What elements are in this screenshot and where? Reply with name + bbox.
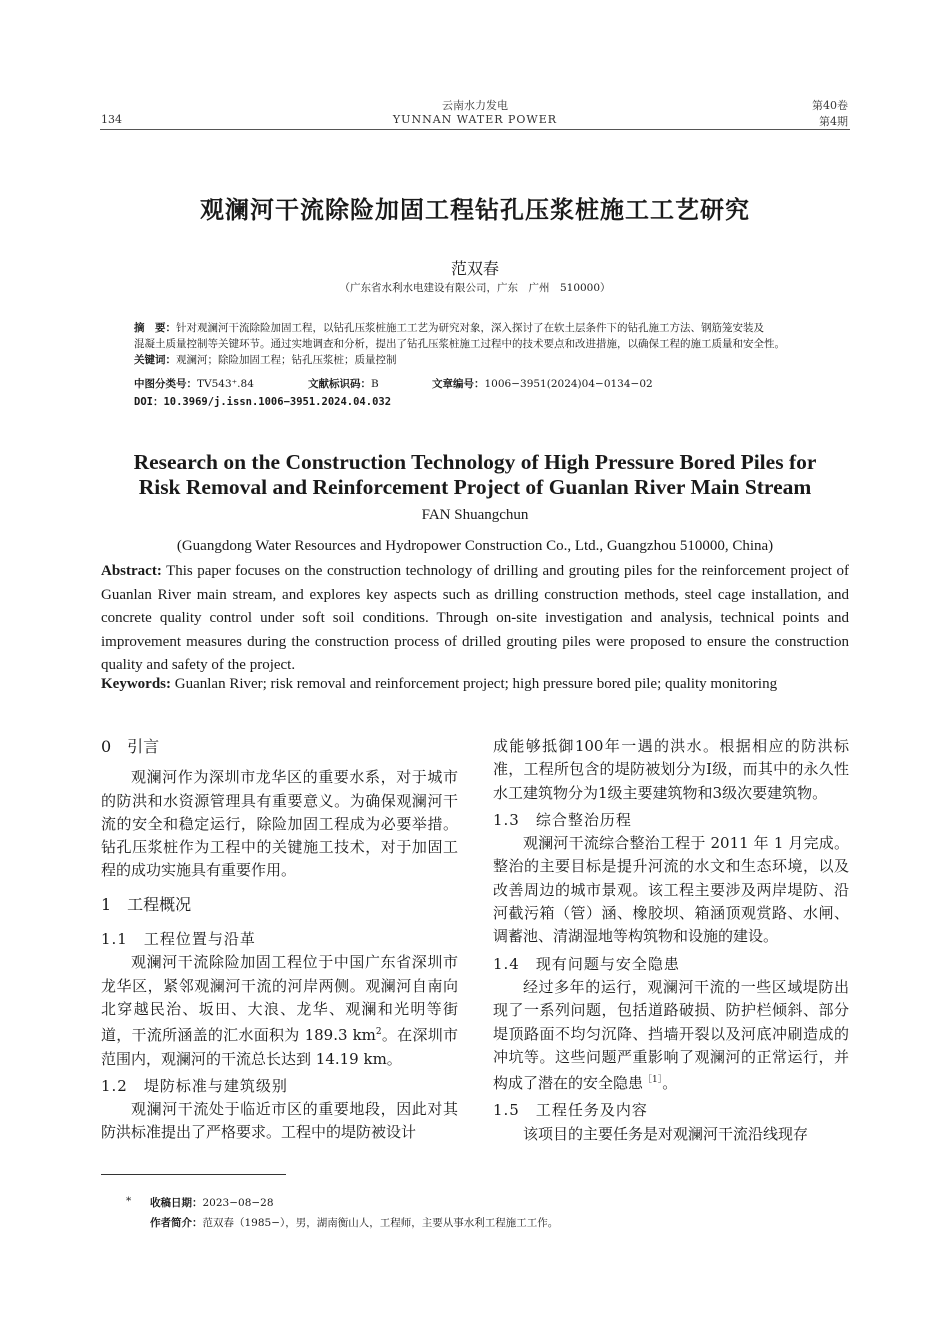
clc-label: 中图分类号： [134, 378, 197, 390]
abstract-cn-line2: 混凝土质量控制等关键环节。通过实地调查和分析，提出了钻孔压浆桩施工过程中的技术要点和改进措施，以确保工程的施工质量和安全性。 [134, 338, 785, 350]
section-1-2-heading: 1.2 堤防标准与建筑级别 [101, 1076, 288, 1095]
keywords-en [101, 676, 861, 693]
abstract-en [101, 560, 849, 678]
citation-ref: ［1］ [643, 1075, 663, 1086]
body-left-column [101, 735, 458, 1145]
footnote-author-bio [150, 1215, 558, 1230]
abstract-cn [134, 320, 824, 368]
header-rule [100, 129, 850, 130]
footnote-marker: * [126, 1195, 132, 1207]
section-1-4-text: 经过多年的运行，观澜河干流的一些区域堤防出现了一系列问题，包括道路破损、防护栏倾斜、部分堤顶路面不均匀沉降、挡墙开裂以及河底冲刷造成的冲坑等。这些问题严重影响了观澜河的正常运行，并构成了潜在的安全隐患 [493, 977, 849, 1093]
affiliation-en: (Guangdong Water Resources and Hydropower Construction Co., Ltd., Guangzhou 510000, China) [176, 538, 774, 554]
section-1-heading: 1 工程概况 [101, 894, 192, 914]
section-1-2-paragraph-cont: 成能够抵御100年一遇的洪水。根据相应的防洪标准，工程所包含的堤防被划分为Ⅰ级，而其中的永久性水工建筑物分为1级主要建筑物和3级次要建筑物。 [493, 737, 849, 802]
article-number [432, 376, 653, 391]
section-1-2-paragraph: 观澜河干流处于临近市区的重要地段，因此对其防洪标准提出了严格要求。工程中的堤防被设计 [101, 1100, 458, 1142]
section-1-4-paragraph [493, 976, 849, 1095]
title-en [60, 450, 890, 500]
issue: 第4期 [819, 115, 848, 128]
footnote-received [150, 1195, 274, 1210]
section-1-5-paragraph: 该项目的主要任务是对观澜河干流沿线现存 [523, 1124, 809, 1143]
section-0-paragraph: 观澜河作为深圳市龙华区的重要水系，对于城市的防洪和水资源管理具有重要意义。为确保观澜河干流的安全和稳定运行，除险加固工程成为必要举措。钻孔压浆桩作为工程中的关键施工技术，对于加固工程的成功实施具有重要作用。 [101, 768, 458, 880]
keywords-cn: 观澜河；除险加固工程；钻孔压浆桩；质量控制 [176, 354, 397, 366]
journal-name-en: YUNNAN WATER POWER [392, 113, 558, 126]
author-cn: 范双春 [450, 259, 499, 278]
bio-label: 作者简介： [150, 1217, 203, 1229]
title-en-line2: Risk Removal and Reinforcement Project of Guanlan River Main Stream [138, 475, 812, 499]
keywords-cn-label: 关键词： [134, 354, 176, 366]
section-1-4-text-end: 。 [662, 1074, 678, 1093]
section-1-1-text-end: 。在深圳市范围内，观澜河的干流总长达到 14.19 km。 [101, 1026, 458, 1068]
title-en-line1: Research on the Construction Technology of High Pressure Bored Piles for [133, 450, 817, 474]
section-1-3-paragraph: 观澜河干流综合整治工程于 2011 年 1 月完成。整治的主要目标是提升河流的水文和生态环境，以及改善周边的城市景观。该工程主要涉及两岸堤防、沿河截污箱（管）涵、橡胶坝、箱涵顶观赏路、水闸、调蓄池、清湖湿地等构筑物和设施的建设。 [493, 834, 849, 946]
volume: 第40卷 [812, 99, 848, 112]
keywords-en-label: Keywords: [101, 676, 171, 692]
abstract-en-text: This paper focuses on the construction technology of drilling and grouting piles for the reinforcement project of Guanlan River main stream, and explores key aspects such as drilling construction methods, steel cage installation, and concrete quality control under soft soil conditions. Through on-site investigation and analysis, technical points and improvement measures during the construction process of drilled grouting piles were proposed to ensure the construction quality and safety of the project. [101, 563, 849, 673]
article-number-label: 文章编号： [432, 378, 485, 390]
received-label: 收稿日期： [150, 1197, 203, 1209]
section-0-heading: 0 引言 [101, 737, 160, 756]
doi-label: DOI： [134, 396, 164, 408]
abstract-en-label: Abstract: [101, 563, 162, 579]
section-1-5-heading: 1.5 工程任务及内容 [493, 1101, 648, 1120]
section-1-1-heading: 1.1 工程位置与沿革 [101, 930, 256, 949]
affiliation-cn: （广东省水利水电建设有限公司，广东 广州 510000） [339, 282, 611, 294]
article-number-value: 1006−3951(2024)04−0134−02 [484, 378, 653, 390]
section-1-4-heading: 1.4 现有问题与安全隐患 [493, 954, 680, 973]
abstract-cn-label: 摘 要： [134, 322, 176, 334]
body-right-column [493, 735, 849, 1146]
footnote-rule [101, 1174, 286, 1175]
abstract-cn-line1: 针对观澜河干流除险加固工程，以钻孔压浆桩施工工艺为研究对象，深入探讨了在软土层条件下的钻孔施工方法、钢筋笼安装及 [176, 322, 764, 334]
title-cn: 观澜河干流除险加固工程钻孔压浆桩施工工艺研究 [200, 195, 750, 224]
doi-value: 10.3969/j.issn.1006−3951.2024.04.032 [163, 396, 392, 408]
section-1-1-text: 观澜河干流除险加固工程位于中国广东省深圳市龙华区，紧邻观澜河干流的河岸两侧。观澜河自南向北穿越民治、坂田、大浪、龙华、观澜和光明等街道，干流所涵盖的汇水面积为 189.3 km [101, 953, 458, 1045]
journal-name-cn: 云南水力发电 [442, 99, 508, 112]
clc [134, 376, 254, 391]
author-en: FAN Shuangchun [421, 507, 529, 523]
section-1-3-heading: 1.3 综合整治历程 [493, 810, 632, 829]
keywords-en-text: Guanlan River; risk removal and reinforcement project; high pressure bored pile; quality monitoring [174, 676, 778, 692]
section-1-1-paragraph [101, 951, 458, 1070]
doc-code-label: 文献标识码： [308, 378, 371, 390]
clc-value: TV543⁺.84 [197, 378, 254, 390]
doi [134, 394, 391, 409]
doc-code [308, 376, 379, 391]
received-value: 2023−08−28 [202, 1197, 274, 1209]
page-number: 134 [101, 113, 122, 126]
doc-code-value: B [371, 378, 379, 390]
superscript: 2 [375, 1027, 382, 1038]
bio-value: 范双春（1985−），男，湖南衡山人，工程师，主要从事水利工程施工工作。 [202, 1217, 559, 1229]
